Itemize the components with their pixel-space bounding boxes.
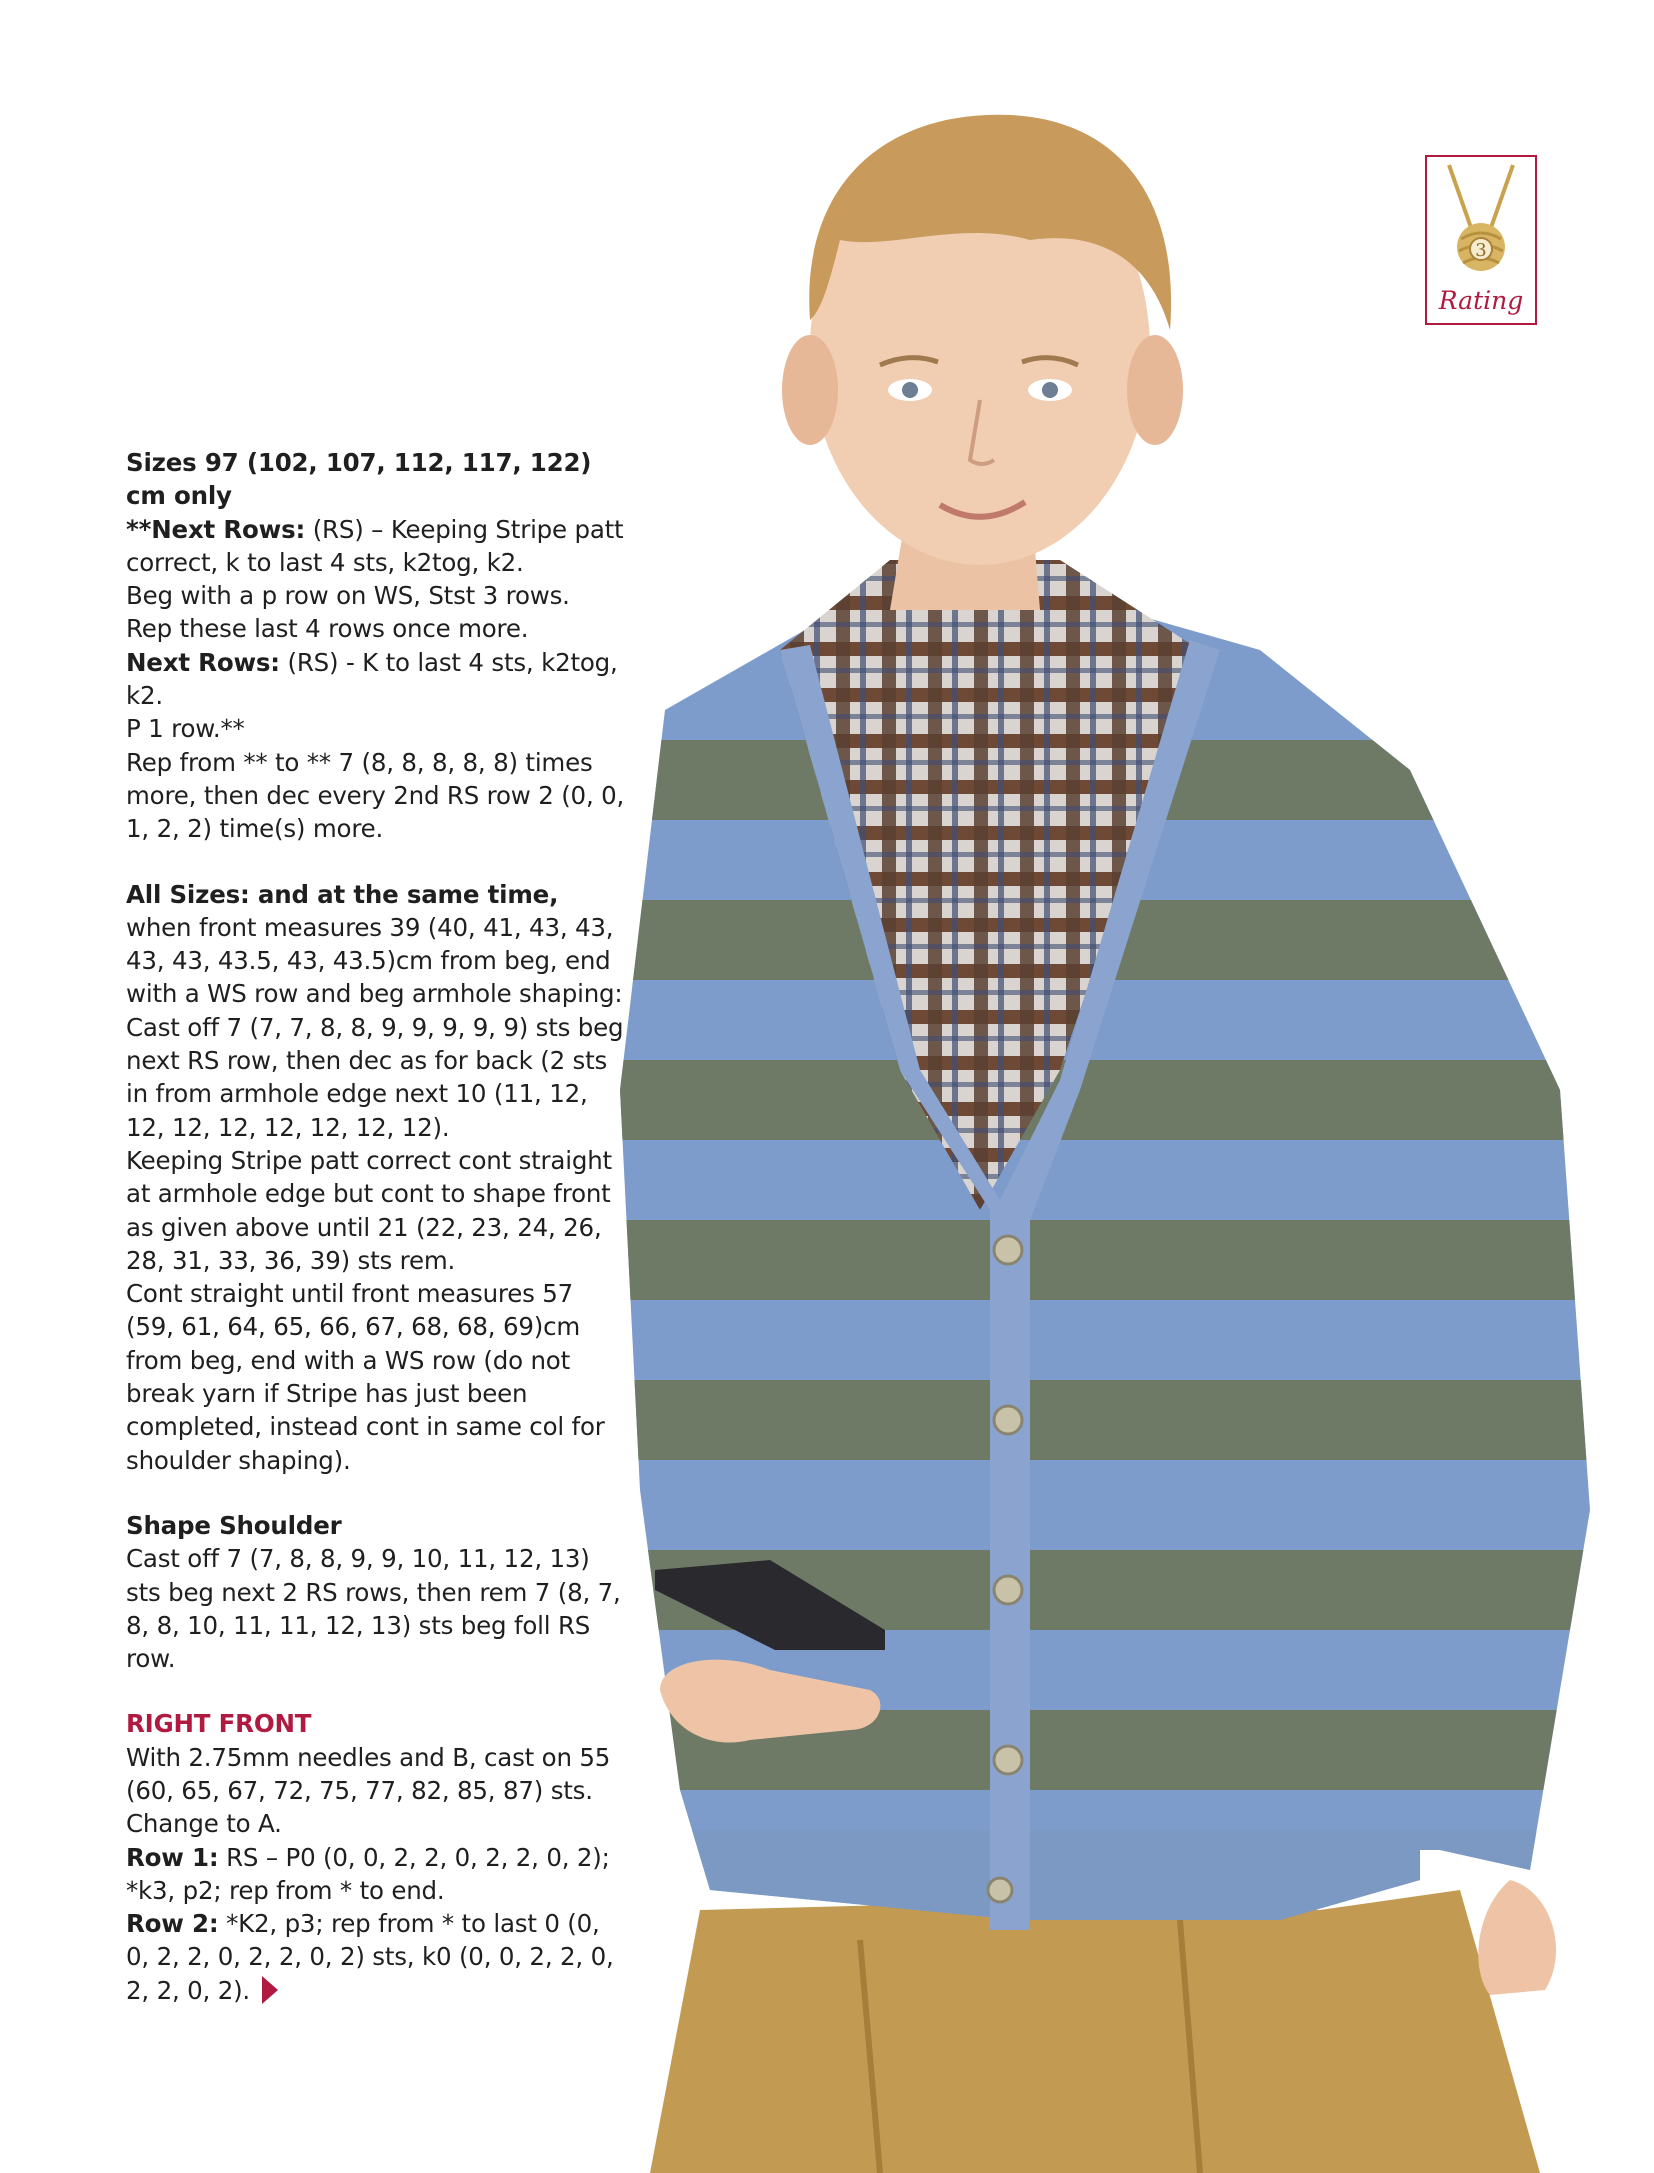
paragraph: Next Rows: (RS) - K to last 4 sts, k2tog, k2. [126,647,618,711]
continue-arrow-icon [262,1976,278,2004]
svg-text:3: 3 [1475,240,1487,261]
paragraph: Rep these last 4 rows once more. [126,614,529,644]
paragraph: Change to A. [126,1809,282,1839]
paragraph: P 1 row.** [126,714,245,744]
paragraph: Row 1: RS – P0 (0, 0, 2, 2, 0, 2, 2, 0, 2); *k3, p2; rep from * to end. [126,1842,610,1905]
paragraph: **Next Rows: (RS) – Keeping Stripe patt correct, k to last 4 sts, k2tog, k2. [126,514,624,577]
pattern-text [126,446,626,2007]
paragraph: Row 2: *K2, p3; rep from * to last 0 (0, 0, 2, 2, 0, 2, 2, 0, 2) sts, k0 (0, 0, 2, 2, 0, 2, 2, 0, 2). [126,1909,614,2005]
paragraph: Keeping Stripe patt correct cont straight at armhole edge but cont to shape front as given above until 21 (22, 23, 24, 26, 28, 31, 33, 36, 39) sts rem. [126,1145,612,1275]
paragraph: Rep from ** to ** 7 (8, 8, 8, 8, 8) times more, then dec every 2nd RS row 2 (0, 0, 1, 2, 2) time(s) more. [126,747,625,844]
paragraph: Cast off 7 (7, 8, 8, 9, 9, 10, 11, 12, 13) sts beg next 2 RS rows, then rem 7 (8, 7, 8, 8, 10, 11, 11, 12, 13) sts beg foll RS row. [126,1544,621,1674]
paragraph: All Sizes: and at the same time, when front measures 39 (40, 41, 43, 43, 43, 43, 43.5, 43, 43.5)cm from beg, end with a WS row and beg armhole shaping: Cast off 7 (7, 7, 8, 8, 9, 9, 9, 9, 9) sts beg next RS row, then dec as for back (2 sts in from armhole edge next 10 (11, 12, 12, 12, 12, 12, 12, 12, 12). [126,879,624,1142]
model-photo [560,90,1654,2173]
paragraph: Cont straight until front measures 57 (59, 61, 64, 65, 66, 67, 68, 68, 69)cm from beg, end with a WS row (do not break yarn if Stripe has just been completed, instead cont in same col for shoulder shaping). [126,1279,605,1475]
trousers [650,1890,1540,2173]
rating-badge [1425,155,1537,325]
paragraph: With 2.75mm needles and B, cast on 55 (60, 65, 67, 72, 75, 77, 82, 85, 87) sts. [126,1742,611,1805]
paragraph: Beg with a p row on WS, Stst 3 rows. [126,581,570,611]
rating-label: Rating [1438,286,1524,315]
section-heading-sizes: Sizes 97 (102, 107, 112, 117, 122) cm only [126,448,592,511]
section-heading-right-front: RIGHT FRONT [126,1709,312,1739]
section-heading-shoulder: Shape Shoulder [126,1510,342,1540]
yarn-ball-icon [1427,157,1535,277]
